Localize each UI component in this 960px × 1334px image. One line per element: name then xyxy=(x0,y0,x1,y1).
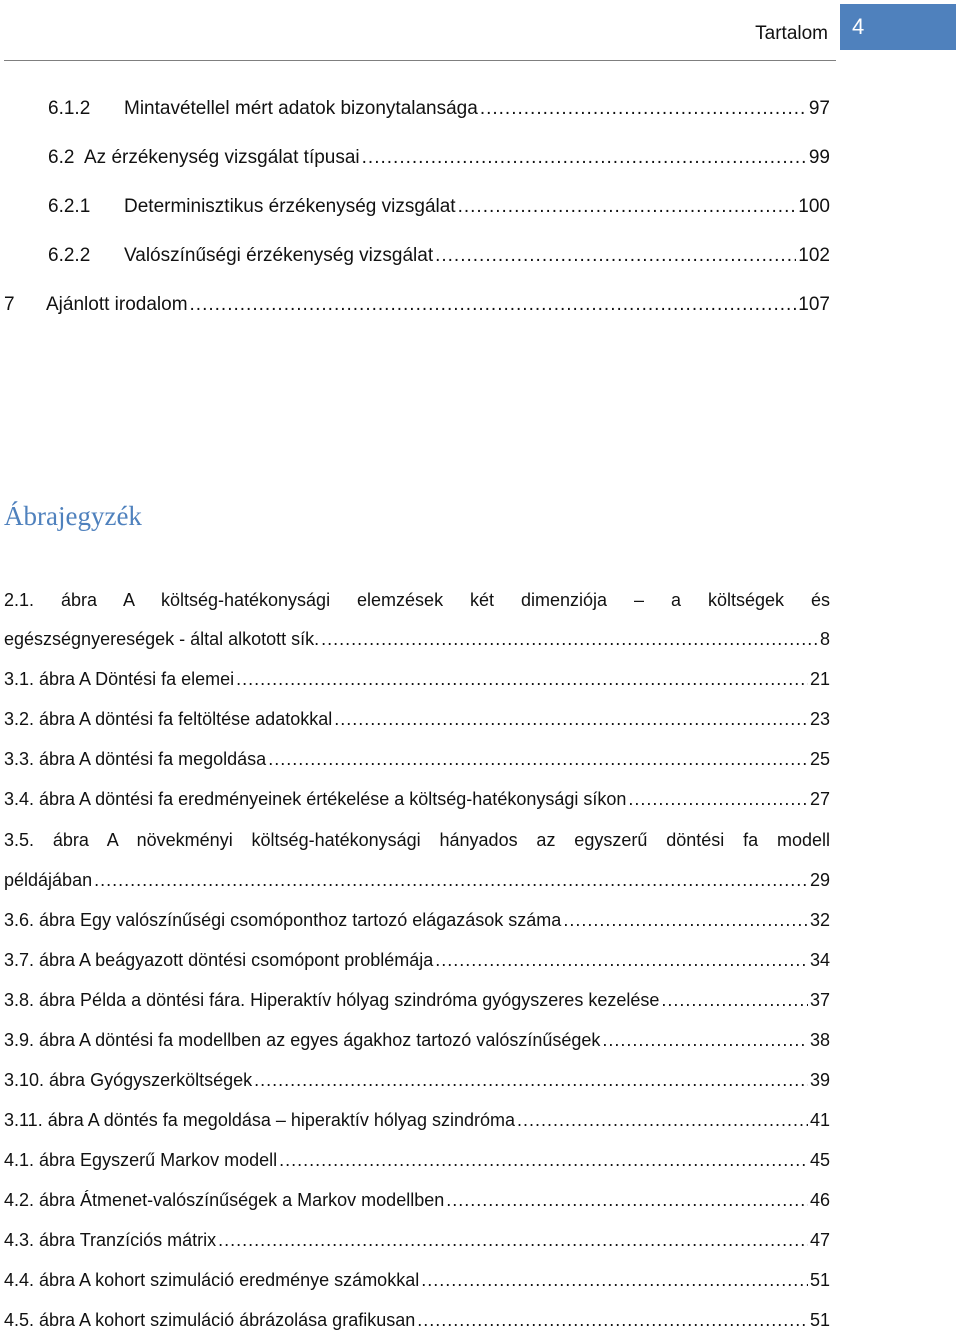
figure-entry[interactable] xyxy=(4,987,830,1013)
toc-entry-title: Ajánlott irodalom xyxy=(46,294,188,315)
dot-leader xyxy=(218,1227,808,1253)
dot-leader xyxy=(321,626,818,652)
figure-entry-title: 3.11. ábra A döntés fa megoldása – hiperaktív hólyag szindróma xyxy=(4,1110,515,1130)
figure-entry-page: 37 xyxy=(809,990,830,1010)
dot-leader xyxy=(417,1307,808,1333)
figure-entry[interactable] xyxy=(4,1267,830,1293)
figure-entry-page: 51 xyxy=(809,1310,830,1330)
figure-entry-page: 23 xyxy=(809,709,830,729)
figure-entry-title: 4.5. ábra A kohort szimuláció ábrázolása grafikusan xyxy=(4,1310,416,1330)
toc-entry[interactable] xyxy=(48,243,830,269)
figure-entry-page: 38 xyxy=(809,1030,830,1050)
figure-entry-title: 3.2. ábra A döntési fa feltöltése adatokkal xyxy=(4,709,333,729)
dot-leader xyxy=(602,1027,808,1053)
toc-entry-title: Determinisztikus érzékenység vizsgálat xyxy=(124,196,456,217)
toc-entry[interactable] xyxy=(4,292,830,318)
figure-entry-page: 45 xyxy=(809,1150,830,1170)
toc-entry-number: 6.2 xyxy=(48,147,75,168)
toc-entry[interactable] xyxy=(48,194,830,220)
figure-entry[interactable] xyxy=(4,1307,830,1333)
figure-entry[interactable] xyxy=(4,746,830,772)
figure-entry-title: 4.4. ábra A kohort szimuláció eredménye számokkal xyxy=(4,1270,420,1290)
toc-entry-page: 102 xyxy=(798,245,830,266)
figure-entry-page: 46 xyxy=(809,1190,830,1210)
figure-entry-title: egészségnyereségek - által alkotott sík. xyxy=(4,629,320,649)
dot-leader xyxy=(446,1187,808,1213)
dot-leader xyxy=(268,746,808,772)
figure-entry-title: 3.10. ábra Gyógyszerköltségek xyxy=(4,1070,253,1090)
toc-entry-number: 6.1.2 xyxy=(48,98,91,119)
figure-entry-title: példájában xyxy=(4,870,93,890)
toc-entry-title: Mintavétellel mért adatok bizonytalansága xyxy=(124,98,478,119)
toc-entry[interactable] xyxy=(48,145,830,171)
toc-entry-title: Valószínűségi érzékenység vizsgálat xyxy=(124,245,434,266)
figure-entry[interactable] xyxy=(4,947,830,973)
toc-entry-number: 6.2.1 xyxy=(48,196,91,217)
dot-leader xyxy=(236,666,808,692)
figure-entry[interactable] xyxy=(4,1067,830,1093)
dot-leader xyxy=(458,194,797,220)
figure-entry-title: 3.7. ábra A beágyazott döntési csomópont problémája xyxy=(4,950,434,970)
figure-entry-page: 41 xyxy=(809,1110,830,1130)
dot-leader xyxy=(362,145,807,171)
page-number-badge: 4 xyxy=(840,4,956,50)
figure-entry-title: 4.3. ábra Tranzíciós mátrix xyxy=(4,1230,217,1250)
toc-entry-page: 99 xyxy=(808,147,830,168)
figure-entry[interactable] xyxy=(4,1107,830,1133)
figure-entry[interactable] xyxy=(4,1147,830,1173)
figure-entry-title: 3.3. ábra A döntési fa megoldása xyxy=(4,749,267,769)
dot-leader xyxy=(94,867,808,893)
figure-entry-page: 39 xyxy=(809,1070,830,1090)
toc-entry-title: Az érzékenység vizsgálat típusai xyxy=(84,147,360,168)
dot-leader xyxy=(435,947,808,973)
dot-leader xyxy=(480,96,807,122)
dot-leader xyxy=(628,786,808,812)
figure-entry[interactable] xyxy=(4,1027,830,1053)
figure-entry-page: 51 xyxy=(809,1270,830,1290)
figure-entry-page: 25 xyxy=(809,749,830,769)
dot-leader xyxy=(190,292,797,318)
running-header-title: Tartalom xyxy=(755,23,828,44)
toc-entry-page: 107 xyxy=(798,294,830,315)
dot-leader xyxy=(563,907,808,933)
dot-leader xyxy=(517,1107,808,1133)
figure-entry-page: 27 xyxy=(809,789,830,809)
toc-entry-page: 100 xyxy=(798,196,830,217)
dot-leader xyxy=(435,243,796,269)
dot-leader xyxy=(254,1067,808,1093)
dot-leader xyxy=(661,987,808,1013)
figure-entry-title: 3.4. ábra A döntési fa eredményeinek értékelése a költség-hatékonysági síkon xyxy=(4,789,627,809)
figure-entry-title: 3.1. ábra A Döntési fa elemei xyxy=(4,669,235,689)
figure-entry-first-line[interactable]: 3.5. ábra A növekményi költség-hatékonysági hányados az egyszerű döntési fa modell xyxy=(4,830,830,850)
figure-entry-title: 3.6. ábra Egy valószínűségi csomóponthoz tartozó elágazások száma xyxy=(4,910,562,930)
figure-entry-page: 32 xyxy=(809,910,830,930)
figure-entry-page: 8 xyxy=(819,629,830,649)
header-rule xyxy=(4,60,836,61)
figure-entry[interactable] xyxy=(4,1227,830,1253)
figure-entry-page: 21 xyxy=(809,669,830,689)
figure-entry-title: 4.2. ábra Átmenet-valószínűségek a Markov modellben xyxy=(4,1190,445,1210)
figure-entry-page: 34 xyxy=(809,950,830,970)
figure-entry[interactable] xyxy=(4,1187,830,1213)
figure-entry-first-line[interactable]: 2.1. ábra A költség-hatékonysági elemzések két dimenziója – a költségek és xyxy=(4,590,830,610)
figure-entry-page: 47 xyxy=(809,1230,830,1250)
figure-entry[interactable] xyxy=(4,786,830,812)
toc-entry-number: 6.2.2 xyxy=(48,245,91,266)
dot-leader xyxy=(334,706,808,732)
figure-entry-page: 29 xyxy=(809,870,830,890)
toc-entry-page: 97 xyxy=(808,98,830,119)
figure-entry[interactable] xyxy=(4,706,830,732)
figure-entry-title: 3.9. ábra A döntési fa modellben az egyes ágakhoz tartozó valószínűségek xyxy=(4,1030,601,1050)
toc-entry[interactable] xyxy=(48,96,830,122)
figure-entry-title: 3.8. ábra Példa a döntési fára. Hiperaktív hólyag szindróma gyógyszeres kezelése xyxy=(4,990,660,1010)
toc-entry-number: 7 xyxy=(4,294,15,315)
figure-entry[interactable] xyxy=(4,626,830,652)
figure-entry[interactable] xyxy=(4,907,830,933)
dot-leader xyxy=(279,1147,808,1173)
figure-entry[interactable] xyxy=(4,666,830,692)
figure-entry[interactable] xyxy=(4,867,830,893)
figures-heading: Ábrajegyzék xyxy=(4,501,142,531)
dot-leader xyxy=(421,1267,808,1293)
figure-entry-title: 4.1. ábra Egyszerű Markov modell xyxy=(4,1150,278,1170)
